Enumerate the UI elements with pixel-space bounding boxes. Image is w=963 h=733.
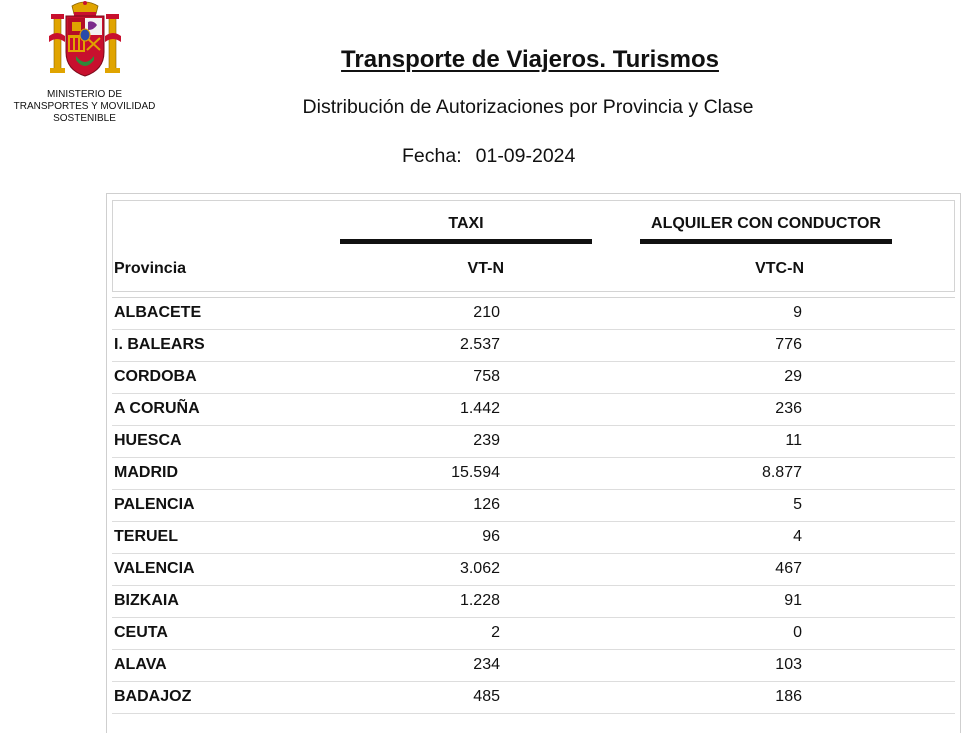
cell-vtn: 126: [473, 496, 500, 513]
cell-provincia: VALENCIA: [114, 560, 195, 577]
table-row: [112, 650, 955, 682]
cell-provincia: CEUTA: [114, 624, 168, 641]
cell-provincia: CORDOBA: [114, 368, 197, 385]
report-date: [402, 145, 575, 168]
cell-provincia: I. BALEARS: [114, 336, 205, 353]
table-row: [112, 522, 955, 554]
table-row: [112, 490, 955, 522]
cell-vtn: 1.228: [459, 592, 500, 609]
cell-vtcn: 9: [793, 304, 802, 321]
ministry-name: [6, 89, 163, 125]
cell-vtn: 485: [473, 688, 500, 705]
cell-provincia: HUESCA: [114, 432, 182, 449]
cell-vtcn: 236: [775, 400, 802, 417]
group-header-alquiler: ALQUILER CON CONDUCTOR: [651, 215, 881, 232]
ministry-line-3: SOSTENIBLE: [53, 113, 116, 124]
ministry-line-1: MINISTERIO DE: [46, 89, 122, 100]
column-header-vtn: VT-N: [467, 260, 504, 277]
cell-vtn: 15.594: [451, 464, 500, 481]
table-row: [112, 618, 955, 650]
cell-vtn: 96: [482, 528, 500, 545]
cell-provincia: MADRID: [114, 464, 178, 481]
cell-provincia: PALENCIA: [114, 496, 195, 513]
cell-vtcn: 186: [775, 688, 802, 705]
cell-vtcn: 29: [784, 368, 802, 385]
cell-vtn: 234: [473, 656, 500, 673]
cell-provincia: A CORUÑA: [114, 400, 200, 417]
table-row: [112, 298, 955, 330]
group-header-taxi: TAXI: [448, 215, 484, 232]
cell-vtn: 2: [491, 624, 500, 641]
cell-vtcn: 467: [775, 560, 802, 577]
cell-vtcn: 8.877: [761, 464, 802, 481]
cell-vtcn: 4: [793, 528, 802, 545]
cell-provincia: BIZKAIA: [114, 592, 179, 609]
table-row: [112, 682, 955, 714]
cell-provincia: ALAVA: [114, 656, 167, 673]
document-subtitle: Distribución de Autorizaciones por Provincia y Clase: [302, 96, 754, 118]
cell-vtcn: 91: [784, 592, 802, 609]
table-row: [112, 426, 955, 458]
cell-vtn: 758: [473, 368, 500, 385]
table-row: [112, 362, 955, 394]
cell-vtn: 2.537: [459, 336, 500, 353]
table-row: [112, 330, 955, 362]
column-header-vtcn: VTC-N: [755, 260, 804, 277]
cell-vtcn: 5: [793, 496, 802, 513]
column-header-provincia: [114, 260, 186, 278]
column-header-provincia-label: Provincia: [114, 260, 187, 277]
table-row: [112, 554, 955, 586]
cell-vtcn: 776: [775, 336, 802, 353]
table-row: [112, 394, 955, 426]
table-row: [112, 586, 955, 618]
ministry-line-2: TRANSPORTES Y MOVILIDAD: [13, 101, 156, 112]
date-label: Fecha:: [402, 145, 462, 167]
table-row: [112, 458, 955, 490]
cell-provincia: BADAJOZ: [114, 688, 192, 705]
cell-vtcn: 0: [793, 624, 802, 641]
group-rule-taxi: [340, 239, 592, 244]
cell-vtn: 3.062: [459, 560, 500, 577]
cell-vtcn: 11: [785, 432, 802, 449]
cell-vtn: 239: [473, 432, 500, 449]
date-value: 01-09-2024: [475, 145, 576, 167]
coat-of-arms-emblem: [46, 0, 124, 82]
table-body: [112, 297, 955, 714]
cell-provincia: TERUEL: [114, 528, 178, 545]
table-header: [112, 200, 955, 292]
cell-vtcn: 103: [775, 656, 802, 673]
cell-provincia: ALBACETE: [114, 304, 202, 321]
document-title: Transporte de Viajeros. Turismos: [341, 46, 719, 73]
cell-vtn: 1.442: [459, 400, 500, 417]
group-rule-alquiler: [640, 239, 892, 244]
cell-vtn: 210: [473, 304, 500, 321]
